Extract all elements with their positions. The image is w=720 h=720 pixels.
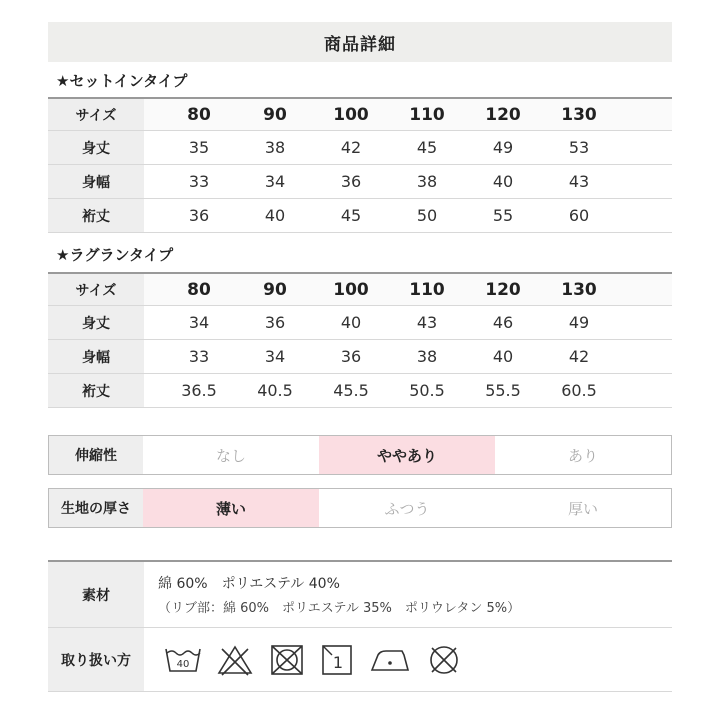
iron-low-icon — [368, 643, 412, 677]
no-bleach-icon — [216, 643, 254, 677]
row-label: 身幅 — [48, 165, 144, 198]
size-cell: 36 — [340, 172, 362, 191]
thickness-scale — [48, 488, 672, 528]
size-cell: 36 — [188, 206, 210, 225]
row-values — [144, 199, 672, 232]
thickness-option-thin: 薄い — [143, 489, 319, 527]
size-cell: 45 — [416, 138, 438, 157]
raglan-size-table — [48, 272, 672, 408]
size-row — [48, 374, 672, 408]
size-cell: 40 — [264, 206, 286, 225]
size-header-cell: 120 — [485, 104, 521, 125]
row-values — [144, 165, 672, 198]
size-header-cell: 110 — [409, 279, 445, 300]
size-header-cell: 80 — [187, 104, 211, 125]
size-cell: 60.5 — [561, 381, 597, 400]
row-values — [144, 274, 672, 305]
size-cell: 60 — [568, 206, 590, 225]
size-header-cell: 90 — [263, 104, 287, 125]
row-values — [144, 99, 672, 130]
size-row — [48, 131, 672, 165]
stretch-option-none: なし — [215, 446, 246, 465]
size-cell: 36.5 — [181, 381, 217, 400]
size-cell: 49 — [492, 138, 514, 157]
size-cell: 46 — [492, 313, 514, 332]
care-row — [48, 628, 672, 692]
size-row — [48, 340, 672, 374]
size-cell: 35 — [188, 138, 210, 157]
row-label: サイズ — [48, 99, 144, 130]
no-dry-clean-icon — [426, 643, 462, 677]
thickness-option-normal: ふつう — [384, 499, 430, 518]
row-label: 裄丈 — [48, 199, 144, 232]
size-cell: 40 — [340, 313, 362, 332]
size-cell: 55.5 — [485, 381, 521, 400]
size-header-cell: 90 — [263, 279, 287, 300]
size-header-row — [48, 97, 672, 131]
stretch-option-yes: あり — [567, 446, 598, 465]
stretch-scale — [48, 435, 672, 475]
row-label: 身丈 — [48, 306, 144, 339]
product-info-table — [48, 560, 672, 692]
size-cell: 43 — [568, 172, 590, 191]
thickness-label: 生地の厚さ — [49, 489, 143, 527]
size-cell: 42 — [568, 347, 590, 366]
size-cell: 40 — [492, 172, 514, 191]
dry-label-text: 1 — [332, 652, 344, 672]
size-row — [48, 199, 672, 233]
size-header-cell: 130 — [561, 279, 597, 300]
row-label: 裄丈 — [48, 374, 144, 407]
size-cell: 36 — [340, 347, 362, 366]
size-cell: 34 — [188, 313, 210, 332]
size-cell: 40 — [492, 347, 514, 366]
material-rib: （リブ部：綿 60% ポリエステル 35% ポリウレタン 5%） — [158, 601, 521, 616]
row-values — [144, 374, 672, 407]
wash-temp-text: 40 — [176, 658, 190, 670]
size-cell: 38 — [264, 138, 286, 157]
size-cell: 34 — [264, 172, 286, 191]
no-tumble-dry-icon — [268, 643, 306, 677]
thickness-option-thick: 厚い — [567, 499, 598, 518]
material-label: 素材 — [48, 562, 144, 627]
size-header-cell: 120 — [485, 279, 521, 300]
size-cell: 42 — [340, 138, 362, 157]
row-label: 身丈 — [48, 131, 144, 164]
size-cell: 40.5 — [257, 381, 293, 400]
size-header-cell: 100 — [333, 104, 369, 125]
size-cell: 50 — [416, 206, 438, 225]
size-header-row — [48, 272, 672, 306]
wash-40-icon — [164, 643, 202, 677]
size-cell: 33 — [188, 347, 210, 366]
stretch-label: 伸縮性 — [49, 436, 143, 474]
size-cell: 45 — [340, 206, 362, 225]
size-cell: 53 — [568, 138, 590, 157]
size-cell: 50.5 — [409, 381, 445, 400]
size-cell: 45.5 — [333, 381, 369, 400]
care-content — [144, 628, 672, 691]
raglan-heading: ★ラグランタイプ — [56, 246, 174, 264]
size-header-cell: 110 — [409, 104, 445, 125]
setin-size-table — [48, 97, 672, 233]
setin-heading: ★セットインタイプ — [56, 72, 188, 90]
row-label: サイズ — [48, 274, 144, 305]
size-cell: 49 — [568, 313, 590, 332]
row-values — [144, 306, 672, 339]
care-icons — [158, 643, 672, 677]
material-main: 綿 60% ポリエステル 40% — [158, 576, 340, 592]
row-values — [144, 340, 672, 373]
size-header-cell: 130 — [561, 104, 597, 125]
size-row — [48, 165, 672, 199]
size-cell: 33 — [188, 172, 210, 191]
size-cell: 38 — [416, 347, 438, 366]
row-label: 身幅 — [48, 340, 144, 373]
size-cell: 36 — [264, 313, 286, 332]
size-row — [48, 306, 672, 340]
size-cell: 38 — [416, 172, 438, 191]
size-cell: 43 — [416, 313, 438, 332]
page-title: 商品詳細 — [48, 22, 672, 62]
stretch-option-slight: ややあり — [319, 436, 495, 474]
line-dry-shade-icon — [320, 643, 354, 677]
size-cell: 34 — [264, 347, 286, 366]
material-row — [48, 560, 672, 628]
size-cell: 55 — [492, 206, 514, 225]
row-values — [144, 131, 672, 164]
material-content — [144, 562, 672, 627]
size-header-cell: 80 — [187, 279, 211, 300]
care-label: 取り扱い方 — [48, 628, 144, 691]
size-header-cell: 100 — [333, 279, 369, 300]
